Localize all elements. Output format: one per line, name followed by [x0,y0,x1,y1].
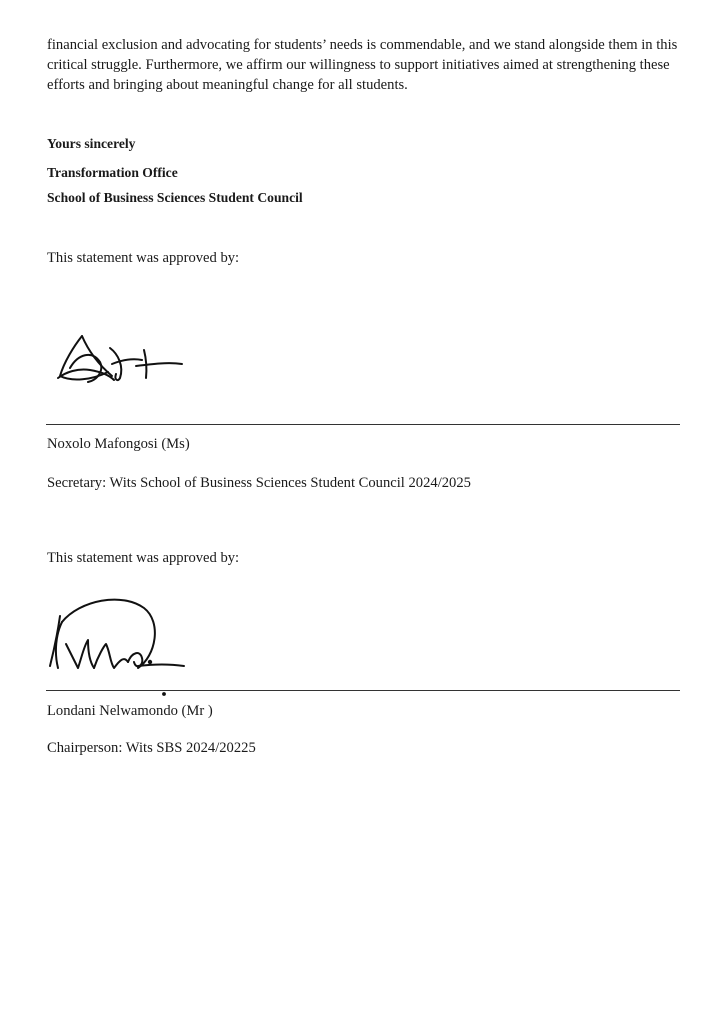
signatory-office: Transformation Office [47,165,178,180]
signature-chairperson [44,590,194,696]
approver-name-1: Noxolo Mafongosi (Ms) [47,436,190,452]
signatory-council: School of Business Sciences Student Council [47,190,303,205]
approver-role-2: Chairperson: Wits SBS 2024/20225 [47,740,256,756]
approver-name-2: Londani Nelwamondo (Mr ) [47,703,213,719]
signature-line-2 [46,690,680,691]
closing-salutation: Yours sincerely [47,136,136,151]
signature-secretary [52,328,187,390]
letter-body-paragraph: financial exclusion and advocating for students’ needs is commendable, and we stand alongside them in this critical struggle. Furthermore, we affirm our willingness to support initiatives aimed at strengthening these efforts and bringing about meaningful change for all students. [47,37,678,93]
approver-role-1: Secretary: Wits School of Business Sciences Student Council 2024/2025 [47,475,471,491]
approval-intro-1: This statement was approved by: [47,250,240,266]
signature-line-1 [46,424,680,425]
approval-intro-2: This statement was approved by: [47,550,240,566]
